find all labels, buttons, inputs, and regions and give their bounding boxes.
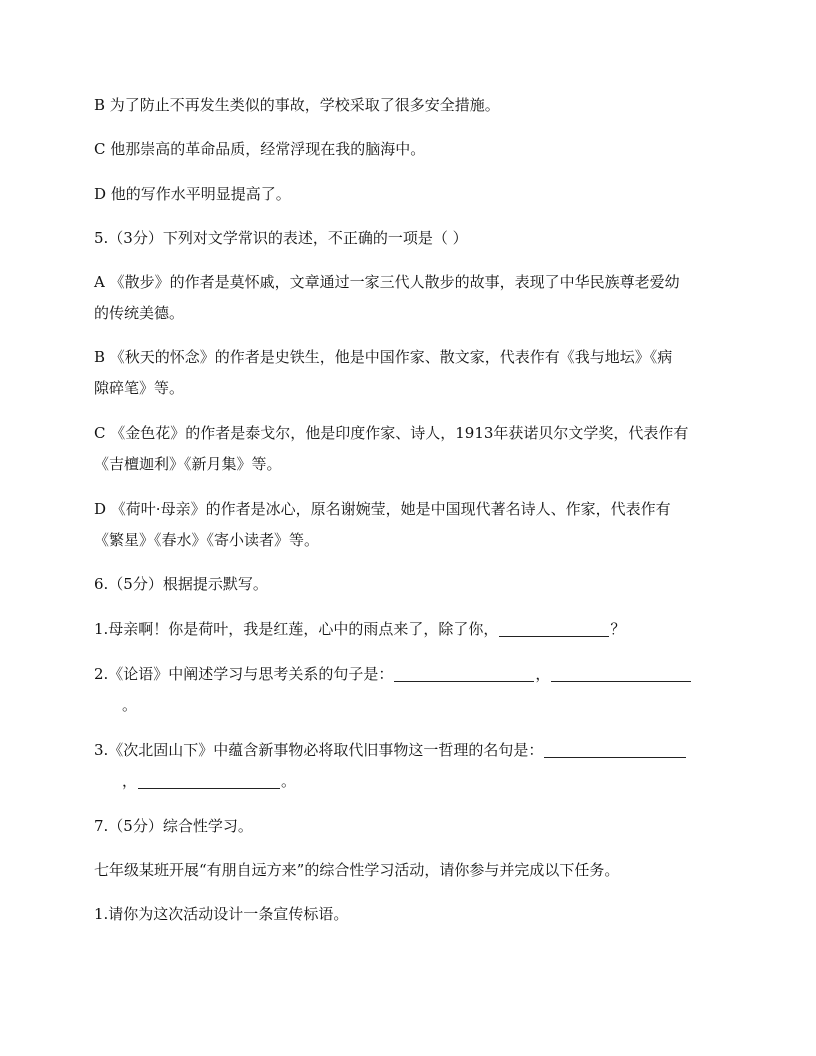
q6-item-3-text: 3.《次北固山下》中蕴含新事物必将取代旧事物这一哲理的名句是：	[94, 741, 544, 759]
q6-item-1-end: ？	[610, 620, 626, 638]
question-7: 7.（5分）综合性学习。	[94, 817, 253, 835]
answer-blank[interactable]	[138, 770, 280, 789]
q5-option-c-line1: C 《金色花》的作者是泰戈尔，他是印度作家、诗人，1913年获诺贝尔文学奖，代表作有	[94, 424, 689, 442]
option-c: C 他那崇高的革命品质，经常浮现在我的脑海中。	[94, 140, 426, 158]
q6-item-2-comma: ，	[535, 665, 551, 683]
q6-item-2-end: 。	[122, 696, 138, 714]
answer-blank[interactable]	[394, 663, 534, 682]
option-d: D 他的写作水平明显提高了。	[94, 185, 291, 203]
q6-item-1	[94, 614, 720, 645]
question-6: 6.（5分）根据提示默写。	[94, 575, 268, 593]
q5-option-b-line1: B 《秋天的怀念》的作者是史铁生，他是中国作家、散文家，代表作有《我与地坛》《病	[94, 348, 673, 366]
q5-option-d-line1: D 《荷叶·母亲》的作者是冰心，原名谢婉莹，她是中国现代著名诗人、作家，代表作有	[94, 500, 671, 518]
question-5: 5.（3分）下列对文学常识的表述，不正确的一项是（ ）	[94, 229, 468, 247]
answer-blank[interactable]	[544, 739, 686, 758]
answer-blank[interactable]	[551, 663, 691, 682]
q5-option-c-line2: 《吉檀迦利》《新月集》等。	[94, 455, 282, 473]
q5-option-a-line1: A 《散步》的作者是莫怀戚，文章通过一家三代人散步的故事，表现了中华民族尊老爱幼	[94, 273, 680, 291]
q6-item-2-text: 2.《论语》中阐述学习与思考关系的句子是：	[94, 665, 394, 683]
q6-item-3-cont	[122, 766, 720, 797]
q6-item-2	[94, 659, 720, 690]
question-7-intro: 七年级某班开展“有朋自远方来”的综合性学习活动，请你参与并完成以下任务。	[94, 861, 620, 879]
q6-item-3-comma: ，	[122, 772, 138, 790]
q5-option-d-line2: 《繁星》《春水》《寄小读者》等。	[94, 531, 320, 549]
q6-item-3-end: 。	[281, 772, 297, 790]
q5-option-b-line2: 隙碎笔》等。	[94, 379, 185, 397]
q6-item-1-text: 1.母亲啊！你是荷叶，我是红莲，心中的雨点来了，除了你，	[94, 620, 499, 638]
q6-item-3	[94, 735, 720, 766]
question-7-task-1: 1.请你为这次活动设计一条宣传标语。	[94, 905, 349, 923]
answer-blank[interactable]	[499, 618, 609, 637]
option-b: B 为了防止不再发生类似的事故，学校采取了很多安全措施。	[94, 96, 500, 114]
q5-option-a-line2: 的传统美德。	[94, 304, 185, 322]
